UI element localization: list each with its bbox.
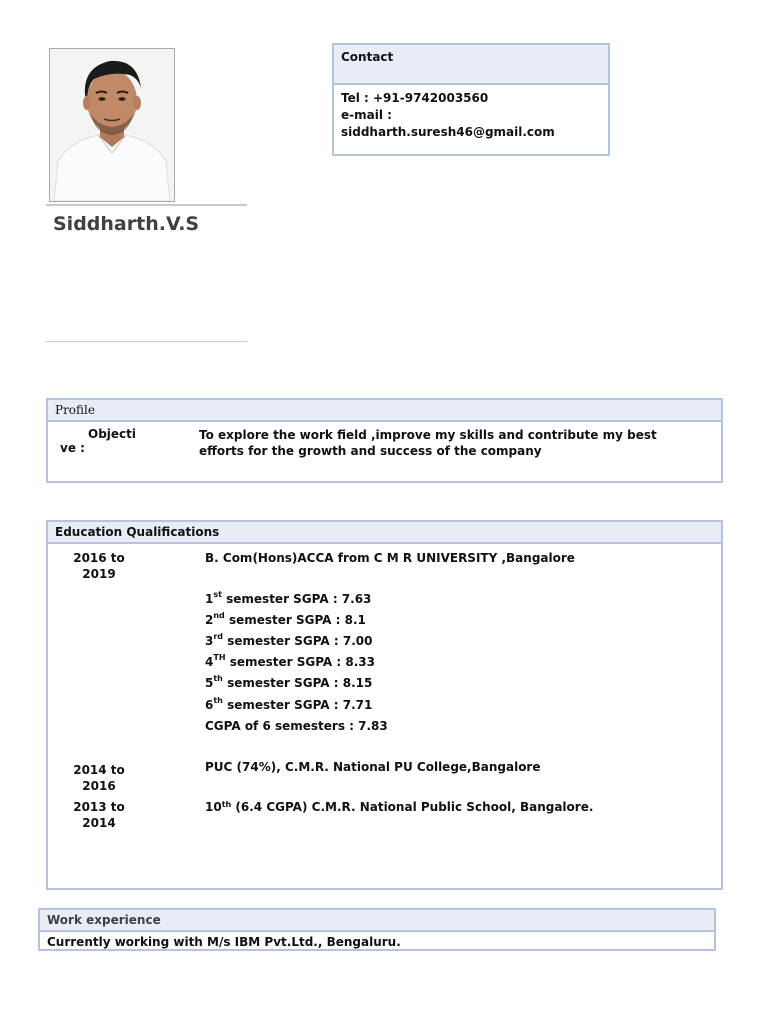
semester-suffix: st [213,590,222,599]
semester-text: semester SGPA : 8.1 [224,613,366,627]
years-start: 2013 to [73,800,125,814]
semester-suffix: nd [213,611,225,620]
semester-suffix: th [213,674,223,683]
cgpa-summary: CGPA of 6 semesters : 7.83 [205,719,388,733]
education-detail: PUC (74%), C.M.R. National PU College,Bangalore [205,760,541,774]
education-years [70,799,128,831]
years-end: 2014 [82,816,116,830]
profile-section [46,398,723,483]
semester-text: semester SGPA : 7.63 [221,592,372,606]
semester-sgpa [205,655,375,669]
education-years [70,550,128,582]
education-detail: B. Com(Hons)ACCA from C M R UNIVERSITY ,Bangalore [205,551,575,565]
semester-text: semester SGPA : 7.71 [222,698,373,712]
years-end: 2016 [82,779,116,793]
contact-header: Contact [334,45,608,85]
semester-number: 6 [205,698,214,712]
objective-label-line2: ve : [60,441,85,455]
grade-suffix: th [221,800,232,809]
objective-text: To explore the work field ,improve my skills and contribute my best efforts for the growth and success of the company [199,428,657,458]
school-detail: (6.4 CGPA) C.M.R. National Public School, Bangalore. [231,800,594,814]
semester-number: 5 [205,676,214,690]
objective-label-line1: Objecti [88,427,137,441]
contact-email[interactable]: siddharth.suresh46@gmail.com [341,125,555,139]
semester-number: 3 [205,634,214,648]
grade-number: 10 [205,800,222,814]
years-end: 2019 [82,567,116,581]
years-start: 2014 to [73,763,125,777]
candidate-name: Siddharth.V.S [53,213,200,235]
person-portrait-image [50,49,174,201]
semester-suffix: th [213,696,223,705]
contact-body [334,85,608,146]
semester-number: 2 [205,613,214,627]
years-start: 2016 to [73,551,125,565]
work-experience-section [38,908,716,951]
contact-box [332,43,610,156]
name-divider-top [46,204,247,206]
contact-phone: Tel : +91-9742003560 [341,91,489,105]
semester-number: 1 [205,592,214,606]
contact-email-label: e-mail : [341,108,392,122]
semester-sgpa [205,592,371,606]
semester-number: 4 [205,655,214,669]
profile-photo [49,48,175,202]
name-divider-bottom [46,341,247,342]
semester-sgpa [205,634,372,648]
education-section [46,520,723,890]
semester-text: semester SGPA : 7.00 [223,634,373,648]
education-detail [205,799,593,815]
semester-sgpa [205,698,372,712]
semester-suffix: rd [213,632,224,641]
work-experience-text: Currently working with M/s IBM Pvt.Ltd., Bengaluru. [47,935,401,949]
work-experience-header: Work experience [40,910,714,932]
semester-text: semester SGPA : 8.15 [222,676,373,690]
profile-header: Profile [48,400,721,422]
education-years [70,762,128,794]
objective-label [60,427,140,455]
semester-sgpa [205,613,366,627]
education-header: Education Qualifications [48,522,721,544]
semester-sgpa [205,676,372,690]
semester-suffix: TH [213,653,226,662]
semester-text: semester SGPA : 8.33 [225,655,375,669]
